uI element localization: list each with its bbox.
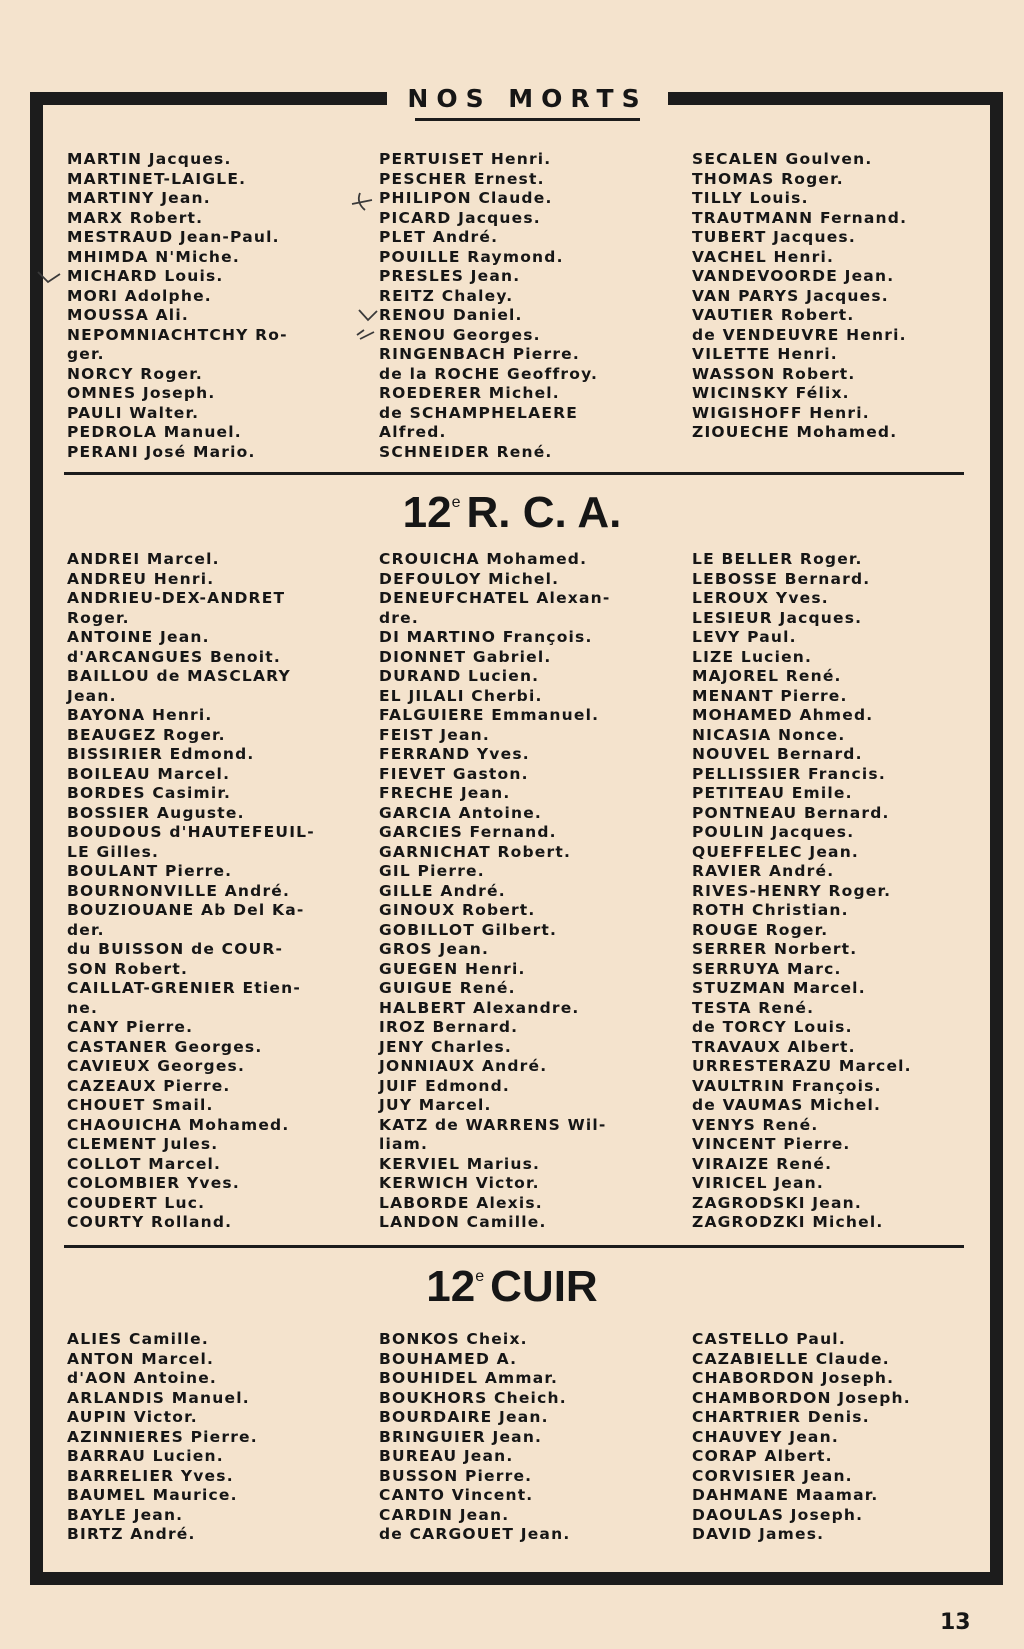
name-entry: KERWICH Victor. [379,1174,540,1192]
name-entry: de VENDEUVRE Henri. [692,325,907,344]
name-entry: ALIES Camille. [67,1330,209,1348]
name-entry: GROS Jean. [379,940,490,958]
name-entry: ZIOUECHE Mohamed. [692,423,898,441]
name-entry: VIRICEL Jean. [692,1174,824,1192]
name-entry: JUY Marcel. [379,1096,492,1114]
name-entry: ANTOINE Jean. [67,628,210,646]
names-column [692,150,907,443]
name-entry: HALBERT Alexandre. [379,998,580,1017]
name-entry: CHAUVEY Jean. [692,1427,839,1446]
name-entry: VAN PARYS Jacques. [692,286,889,305]
name-entry: LESIEUR Jacques. [692,608,863,627]
name-entry: LE Gilles. [67,842,160,861]
name-entry: VENYS René. [692,1115,819,1134]
name-entry: DEFOULOY Michel. [379,569,560,588]
name-entry: Roger. [67,608,130,627]
name-entry: ANDREI Marcel. [67,550,220,568]
name-entry: FEIST Jean. [379,725,490,744]
name-entry: GILLE André. [379,881,506,900]
name-entry: PERANI José Mario. [67,442,256,461]
name-entry: MAJOREL René. [692,667,842,685]
name-entry: BUREAU Jean. [379,1447,514,1465]
name-entry: LEROUX Yves. [692,589,829,607]
section-title-sup: e [475,1268,485,1285]
name-entry: TILLY Louis. [692,189,809,207]
name-entry: MORI Adolphe. [67,286,212,305]
frame-bottom-border [30,1572,1003,1585]
name-entry: ROEDERER Michel. [379,384,560,402]
name-entry: FIEVET Gaston. [379,764,529,783]
name-entry: ZAGRODSKI Jean. [692,1193,862,1212]
name-entry: der. [67,920,105,939]
name-entry: KATZ de WARRENS Wil- [379,1115,607,1134]
name-entry: CHARTRIER Denis. [692,1408,870,1426]
name-entry: NEPOMNIACHTCHY Ro- [67,325,288,344]
name-entry: BOUHAMED A. [379,1349,518,1368]
names-column [692,550,912,1233]
name-entry: BORDES Casimir. [67,784,232,802]
name-entry: TESTA René. [692,998,815,1017]
name-entry: ne. [67,998,99,1017]
frame-top-right-border [668,92,1003,105]
name-entry: TUBERT Jacques. [692,228,856,246]
name-entry: GARCIA Antoine. [379,803,543,822]
name-entry: SERRER Norbert. [692,940,858,958]
name-entry: d'AON Antoine. [67,1369,218,1387]
name-entry: CAVIEUX Georges. [67,1057,246,1075]
names-column [67,150,288,462]
section-divider [64,1245,964,1248]
name-entry: BONKOS Cheix. [379,1330,528,1348]
name-entry: WASSON Robert. [692,364,856,383]
name-entry: FALGUIERE Emmanuel. [379,706,600,724]
name-entry: RENOU Daniel. [379,306,523,324]
name-entry: BARRELIER Yves. [67,1466,234,1485]
name-entry: JONNIAUX André. [379,1057,548,1075]
name-entry: BOULANT Pierre. [67,862,233,880]
name-entry: MARTINY Jean. [67,189,211,207]
name-entry: CAILLAT-GRENIER Etien- [67,979,302,997]
name-entry: PETITEAU Emile. [692,784,853,802]
name-entry: de TORCY Louis. [692,1018,853,1036]
name-entry: CAZABIELLE Claude. [692,1349,890,1368]
name-entry: SERRUYA Marc. [692,959,842,978]
handwritten-cross-mark [348,190,376,212]
name-entry: AUPIN Victor. [67,1408,198,1426]
name-entry: LE BELLER Roger. [692,550,863,568]
name-entry: de SCHAMPHELAERE [379,403,579,422]
name-entry: BOUDOUS d'HAUTEFEUIL- [67,823,315,841]
handwritten-check-mark [34,268,64,288]
name-entry: POUILLE Raymond. [379,247,564,266]
name-entry: DAHMANE Maamar. [692,1486,879,1504]
name-entry: VACHEL Henri. [692,247,835,266]
name-entry: de CARGOUET Jean. [379,1525,571,1543]
name-entry: MARTIN Jacques. [67,150,232,168]
name-entry: CARDIN Jean. [379,1505,510,1524]
name-entry: RAVIER André. [692,862,835,880]
name-entry: LANDON Camille. [379,1213,547,1231]
name-entry: PEDROLA Manuel. [67,423,242,441]
title-underline [415,118,640,121]
name-entry: NICASIA Nonce. [692,725,846,744]
name-entry: JUIF Edmond. [379,1076,511,1095]
name-entry: LEBOSSE Bernard. [692,569,871,588]
name-entry: SON Robert. [67,959,189,978]
name-entry: MOHAMED Ahmed. [692,706,874,724]
name-entry: DAVID James. [692,1525,825,1543]
section-title-sup: e [451,494,461,511]
name-entry: DIONNET Gabriel. [379,647,552,666]
name-entry: BRINGUIER Jean. [379,1427,543,1446]
name-entry: ZAGRODZKI Michel. [692,1213,884,1231]
name-entry: CHABORDON Joseph. [692,1369,895,1387]
name-entry: PRESLES Jean. [379,267,521,285]
name-entry: WIGISHOFF Henri. [692,403,870,422]
name-entry: LIZE Lucien. [692,647,813,666]
name-entry: VAULTRIN François. [692,1076,882,1095]
name-entry: BOURDAIRE Jean. [379,1408,549,1426]
name-entry: RENOU Georges. [379,325,541,344]
name-entry: BAILLOU de MASCLARY [67,667,291,685]
name-entry: ROUGE Roger. [692,920,829,939]
name-entry: BAUMEL Maurice. [67,1486,238,1504]
name-entry: FRECHE Jean. [379,784,511,802]
name-entry: COLLOT Marcel. [67,1154,222,1173]
name-entry: MARX Robert. [67,208,204,227]
name-entry: JENY Charles. [379,1037,513,1056]
name-entry: GARNICHAT Robert. [379,842,572,861]
name-entry: CHAMBORDON Joseph. [692,1388,911,1407]
name-entry: BOUKHORS Cheich. [379,1388,567,1407]
name-entry: OMNES Joseph. [67,384,216,402]
names-column [67,550,315,1233]
name-entry: TRAVAUX Albert. [692,1037,856,1056]
name-entry: RINGENBACH Pierre. [379,345,580,363]
name-entry: VIRAIZE René. [692,1154,833,1173]
name-entry: BAYONA Henri. [67,706,213,724]
name-entry: REITZ Chaley. [379,286,514,305]
name-entry: BUSSON Pierre. [379,1466,533,1485]
name-entry: MARTINET-LAIGLE. [67,169,247,188]
name-entry: AZINNIERES Pierre. [67,1427,258,1446]
name-entry: STUZMAN Marcel. [692,979,866,997]
handwritten-check-mark [356,306,380,326]
frame-top-left-border [30,92,387,105]
name-entry: DURAND Lucien. [379,667,540,685]
name-entry: ARLANDIS Manuel. [67,1388,250,1407]
name-entry: BOUZIOUANE Ab Del Ka- [67,901,305,919]
name-entry: CLEMENT Jules. [67,1135,219,1153]
name-entry: de VAUMAS Michel. [692,1096,882,1114]
name-entry: ANDRIEU-DEX-ANDRET [67,589,286,607]
name-entry: BOUHIDEL Ammar. [379,1369,559,1387]
name-entry: SECALEN Goulven. [692,150,873,168]
section-title-cuir [0,1262,1024,1312]
name-entry: BIRTZ André. [67,1525,196,1543]
name-entry: VANDEVOORDE Jean. [692,267,895,285]
section-title-text: R. C. A. [466,488,622,537]
name-entry: CAZEAUX Pierre. [67,1076,231,1095]
name-entry: ANTON Marcel. [67,1349,215,1368]
name-entry: GINOUX Robert. [379,901,536,919]
name-entry: POULIN Jacques. [692,823,855,841]
name-entry: TRAUTMANN Fernand. [692,208,908,227]
names-column [379,550,611,1233]
name-entry: CHOUET Smail. [67,1096,214,1114]
name-entry: ROTH Christian. [692,901,849,919]
page-title: NOS MORTS [407,84,648,113]
name-entry: COLOMBIER Yves. [67,1174,240,1192]
name-entry: PLET André. [379,228,499,246]
name-entry: GUEGEN Henri. [379,959,526,978]
name-entry: WICINSKY Félix. [692,384,850,402]
names-column [692,1330,911,1545]
name-entry: QUEFFELEC Jean. [692,842,860,861]
frame-left-border [30,92,43,1585]
name-entry: CORAP Albert. [692,1447,833,1465]
name-entry: CHAOUICHA Mohamed. [67,1115,290,1134]
name-entry: PICARD Jacques. [379,208,541,227]
frame-right-border [990,92,1003,1585]
names-column [379,1330,570,1545]
name-entry: PONTNEAU Bernard. [692,803,890,822]
name-entry: BEAUGEZ Roger. [67,725,226,744]
name-entry: SCHNEIDER René. [379,442,553,461]
name-entry: URRESTERAZU Marcel. [692,1057,912,1075]
name-entry: CASTANER Georges. [67,1037,263,1056]
name-entry: VILETTE Henri. [692,345,838,363]
name-entry: ger. [67,345,105,363]
name-entry: Alfred. [379,423,447,441]
name-entry: BISSIRIER Edmond. [67,745,255,763]
name-entry: PHILIPON Claude. [379,189,553,207]
section-title-number: 12 [426,1262,476,1311]
name-entry: PERTUISET Henri. [379,150,552,168]
name-entry: liam. [379,1135,429,1153]
name-entry: IROZ Bernard. [379,1018,519,1036]
name-entry: DAOULAS Joseph. [692,1505,864,1524]
name-entry: BOURNONVILLE André. [67,881,291,900]
page-number: 13 [940,1610,971,1635]
section-title-number: 12 [402,488,452,537]
name-entry: de la ROCHE Geoffroy. [379,364,599,383]
name-entry: VINCENT Pierre. [692,1135,851,1153]
name-entry: MESTRAUD Jean-Paul. [67,228,280,246]
name-entry: MENANT Pierre. [692,686,848,705]
name-entry: ANDREU Henri. [67,569,215,588]
name-entry: d'ARCANGUES Benoit. [67,647,281,666]
name-entry: CORVISIER Jean. [692,1466,853,1485]
name-entry: DI MARTINO François. [379,628,593,646]
name-entry: CANY Pierre. [67,1018,194,1036]
name-entry: MICHARD Louis. [67,267,224,285]
name-entry: PAULI Walter. [67,403,200,422]
names-column [379,150,598,462]
name-entry: GARCIES Fernand. [379,823,557,841]
name-entry: EL JILALI Cherbi. [379,686,543,705]
name-entry: dre. [379,608,419,627]
section-divider [64,472,964,475]
name-entry: LEVY Paul. [692,628,797,646]
name-entry: MOUSSA Ali. [67,306,189,324]
section-title-rca [0,488,1024,538]
section-title-text: CUIR [490,1262,598,1311]
name-entry: BAYLE Jean. [67,1505,184,1524]
name-entry: PESCHER Ernest. [379,169,545,188]
name-entry: BOSSIER Auguste. [67,803,245,822]
name-entry: GIL Pierre. [379,862,485,880]
name-entry: LABORDE Alexis. [379,1193,543,1212]
name-entry: NORCY Roger. [67,364,203,383]
name-entry: GOBILLOT Gilbert. [379,920,558,939]
name-entry: KERVIEL Marius. [379,1154,541,1173]
name-entry: Jean. [67,686,117,705]
name-entry: CROUICHA Mohamed. [379,550,588,568]
name-entry: COUDERT Luc. [67,1193,206,1212]
handwritten-check-mark [354,327,378,345]
name-entry: PELLISSIER Francis. [692,764,886,783]
name-entry: THOMAS Roger. [692,169,844,188]
name-entry: CANTO Vincent. [379,1486,534,1504]
name-entry: GUIGUE René. [379,979,516,997]
names-column [67,1330,258,1545]
name-entry: MHIMDA N'Miche. [67,247,240,266]
name-entry: RIVES-HENRY Roger. [692,881,892,900]
name-entry: CASTELLO Paul. [692,1330,846,1348]
name-entry: DENEUFCHATEL Alexan- [379,589,611,607]
name-entry: du BUISSON de COUR- [67,940,284,958]
name-entry: VAUTIER Robert. [692,306,855,324]
name-entry: NOUVEL Bernard. [692,745,863,763]
name-entry: FERRAND Yves. [379,745,530,763]
name-entry: BARRAU Lucien. [67,1447,224,1465]
name-entry: BOILEAU Marcel. [67,764,231,783]
name-entry: COURTY Rolland. [67,1213,233,1231]
